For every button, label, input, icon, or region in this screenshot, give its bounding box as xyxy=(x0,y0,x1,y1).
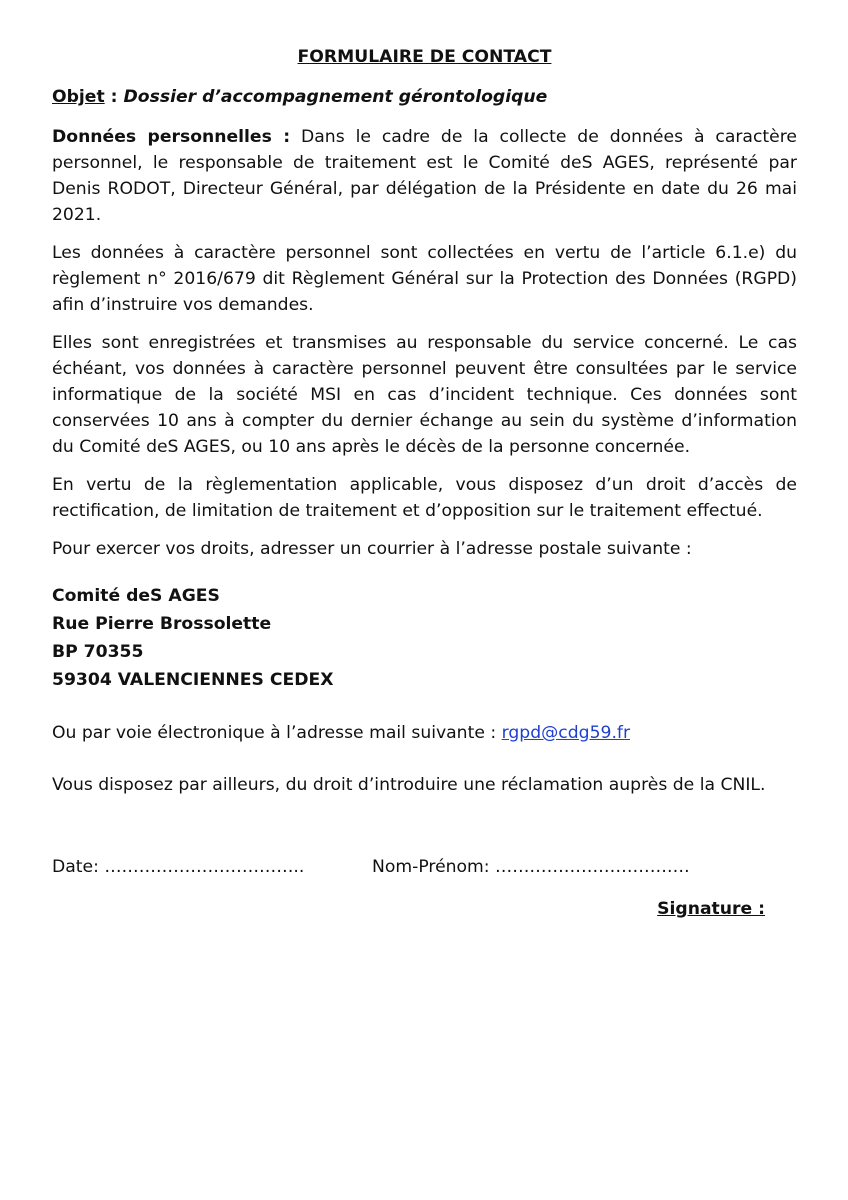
address-line-bp: BP 70355 xyxy=(52,642,144,662)
paragraph-retention: Elles sont enregistrées et transmises au responsable du service concerné. Le cas échéant, vos données à caractère personnel peuvent être consultées par le service informatique de la société MSI en cas d’incident technique. Ces données sont conservées 10 ans à compter du dernier échange au sein du système d’information du Comité deS AGES, ou 10 ans après le décès de la personne concernée. xyxy=(52,333,797,457)
name-field[interactable]: Nom-Prénom: ……………………………. xyxy=(372,857,690,877)
subject-text: Dossier d’accompagnement gérontologique xyxy=(123,87,548,107)
subject-label: Objet xyxy=(52,87,105,107)
email-line xyxy=(52,720,797,746)
paragraph-rights: En vertu de la règlementation applicable, vous disposez d’un droit d’accès de rectification, de limitation de traitement et d’opposition sur le traitement effectué. xyxy=(52,475,797,521)
subject-line xyxy=(52,84,797,110)
address-line-street: Rue Pierre Brossolette xyxy=(52,614,272,634)
cnil-line: Vous disposez par ailleurs, du droit d’introduire une réclamation auprès de la CNIL. xyxy=(52,775,766,795)
paragraph-legal-basis: Les données à caractère personnel sont collectées en vertu de l’article 6.1.e) du règlement n° 2016/679 dit Règlement Général sur la Protection des Données (RGPD) afin d’instruire vos demandes. xyxy=(52,243,797,315)
subject-separator: : xyxy=(104,87,124,107)
paragraph-personal-data xyxy=(52,124,797,228)
page-title: FORMULAIRE DE CONTACT xyxy=(297,47,552,67)
form-fields xyxy=(52,854,797,880)
address-line-city: 59304 VALENCIENNES CEDEX xyxy=(52,670,334,690)
document-page xyxy=(52,44,797,922)
email-link[interactable]: rgpd@cdg59.fr xyxy=(501,723,631,743)
paragraph-postal-instructions: Pour exercer vos droits, adresser un courrier à l’adresse postale suivante : xyxy=(52,539,692,559)
postal-address xyxy=(52,582,797,694)
paragraph-lead: Données personnelles : xyxy=(52,127,291,147)
email-prefix: Ou par voie électronique à l’adresse mail suivante : xyxy=(52,723,502,743)
signature-label: Signature : xyxy=(657,899,765,919)
paragraph-text: Dans le cadre de la collecte de données à caractère personnel, le responsable de traitement est le Comité deS AGES, représenté par Denis RODOT, Directeur Général, par délégation de la Présidente en date du 26 mai 2021. xyxy=(52,127,797,225)
date-field[interactable]: Date: …………………………….. xyxy=(52,857,305,877)
address-line-org: Comité deS AGES xyxy=(52,586,220,606)
